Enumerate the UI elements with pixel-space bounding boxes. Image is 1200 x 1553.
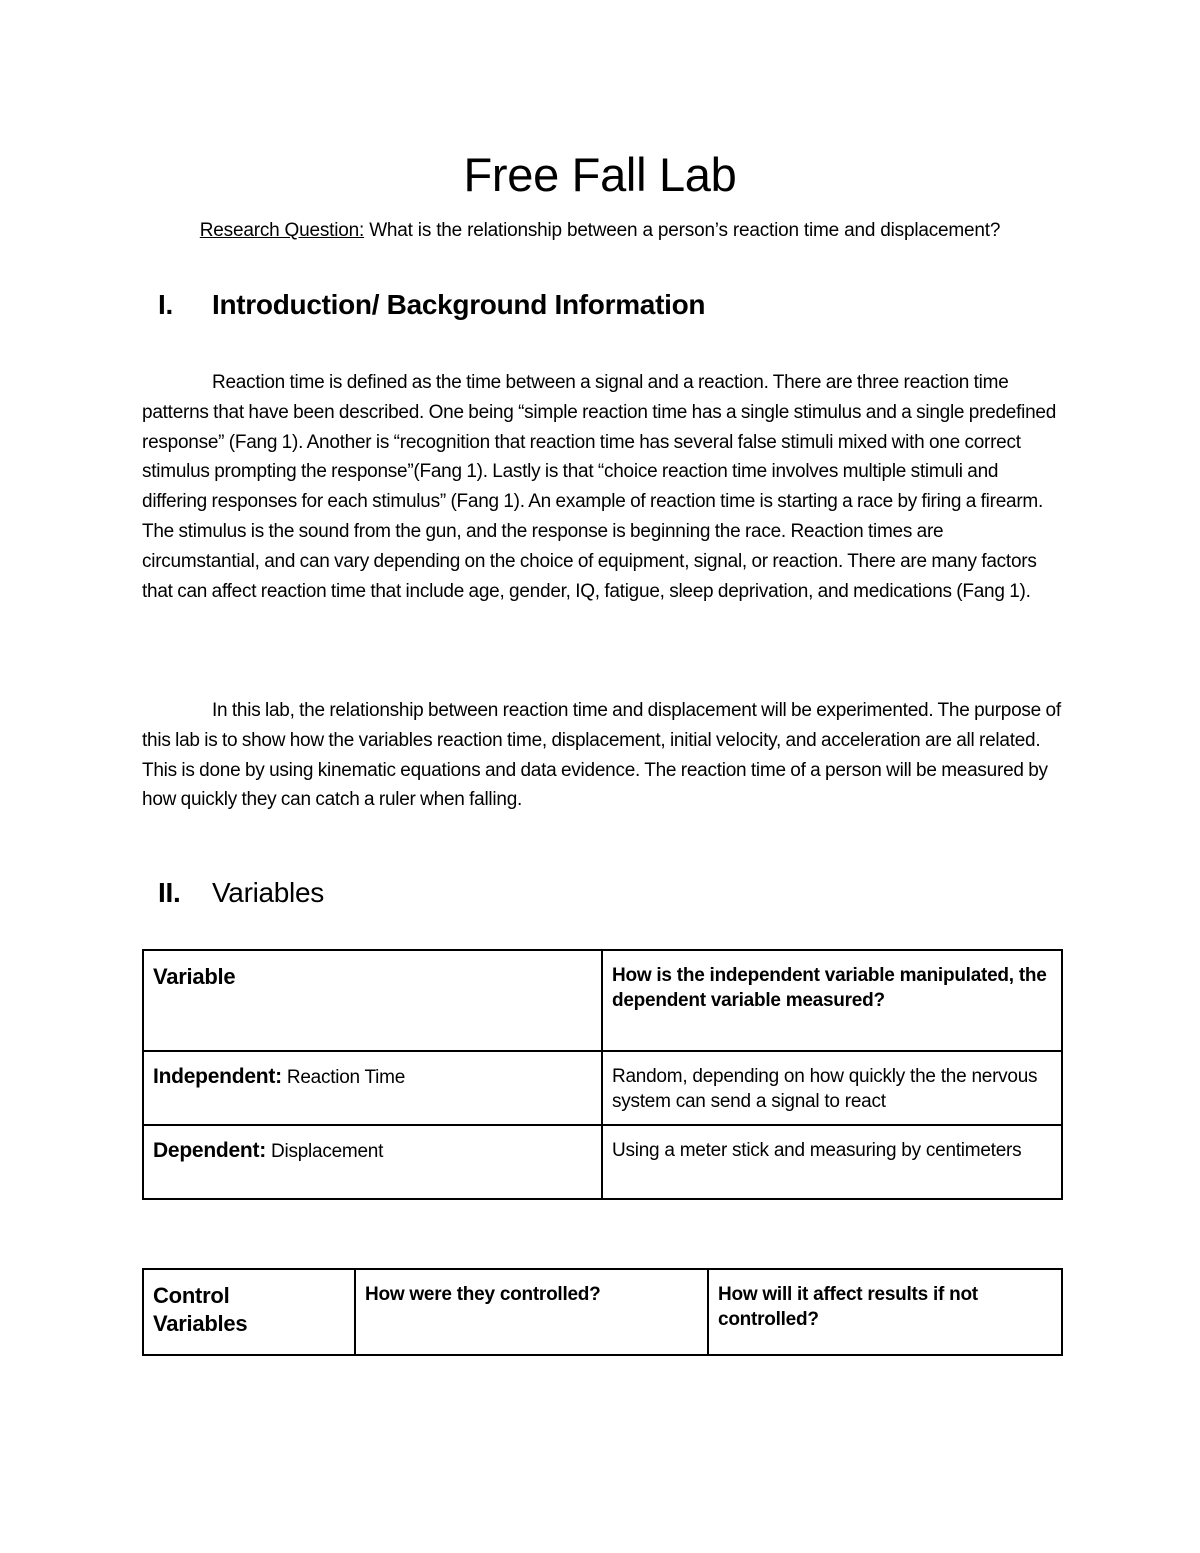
section-heading-introduction — [158, 288, 705, 322]
table-header-row — [143, 1269, 1062, 1355]
table-cell: Independent: Reaction Time — [143, 1051, 602, 1125]
table-cell: Random, depending on how quickly the the nervous system can send a signal to react — [602, 1051, 1062, 1125]
intro-paragraph-2: In this lab, the relationship between reaction time and displacement will be experimented. The purpose of this lab is to show how the variables reaction time, displacement, initial velocity, and acceleration are all related. This is done by using kinematic equations and data evidence. The reaction time of a person will be measured by how quickly they can catch a ruler when falling. — [142, 700, 1061, 811]
section-number: II. — [158, 877, 181, 908]
table-header-cell: Variable — [143, 950, 602, 1051]
document-title: Free Fall Lab — [463, 148, 737, 201]
table-header-cell: How will it affect results if not controlled? — [708, 1269, 1062, 1355]
table-header-row — [143, 950, 1062, 1051]
table-cell: Using a meter stick and measuring by centimeters — [602, 1125, 1062, 1199]
intro-paragraph-1: Reaction time is defined as the time between a signal and a reaction. There are three reaction time patterns that have been described. One being “simple reaction time has a single stimulus and a single predefined response” (Fang 1). Another is “recognition that reaction time has several false stimuli mixed with one correct stimulus prompting the response”(Fang 1). Lastly is that “choice reaction time involves multiple stimuli and differing responses for each stimulus” (Fang 1). An example of reaction time is starting a race by firing a firearm. The stimulus is the sound from the gun, and the response is beginning the race. Reaction times are circumstantial, and can vary depending on the choice of equipment, signal, or reaction. There are many factors that can affect reaction time that include age, gender, IQ, fatigue, sleep deprivation, and medications (Fang 1). — [142, 372, 1057, 602]
section-title: Variables — [212, 877, 324, 908]
section-number: I. — [158, 289, 173, 320]
table-header-cell: How is the independent variable manipulated, the dependent variable measured? — [602, 950, 1062, 1051]
control-variables-table — [142, 1268, 1063, 1356]
research-question — [0, 218, 1200, 244]
table-header-cell: How were they controlled? — [355, 1269, 708, 1355]
section-title: Introduction/ Background Information — [212, 289, 706, 320]
table-row — [143, 1125, 1062, 1199]
table-cell: Dependent: Displacement — [143, 1125, 602, 1199]
research-question-text: What is the relationship between a person’s reaction time and displacement? — [369, 220, 1001, 241]
section-heading-variables — [158, 876, 324, 910]
variables-table — [142, 949, 1063, 1200]
table-header-cell: Control Variables — [143, 1269, 355, 1355]
research-question-label: Research Question: — [199, 220, 365, 241]
table-row — [143, 1051, 1062, 1125]
